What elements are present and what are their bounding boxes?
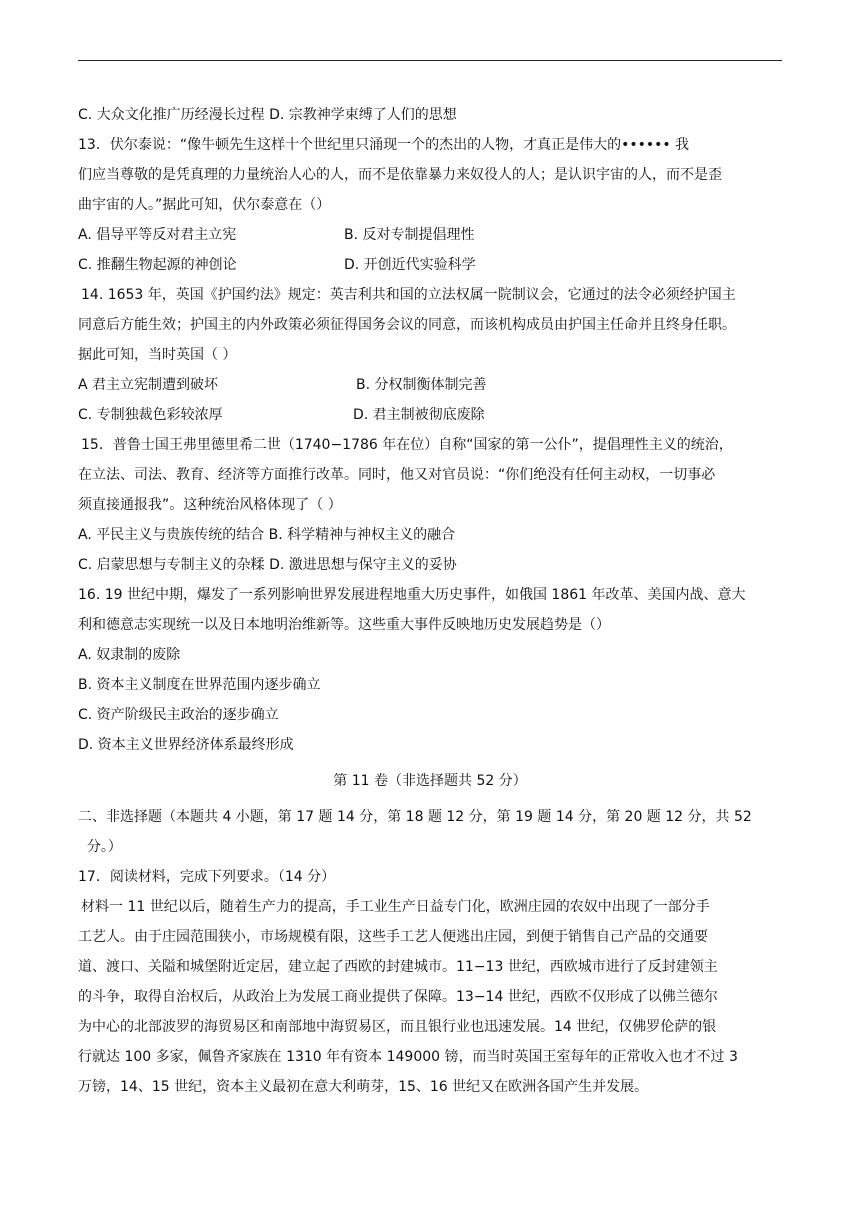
question-15-options-line: C. 启蒙思想与专制主义的杂糅 D. 激进思想与保守主义的妥协 <box>78 557 457 573</box>
option-b: B. 反对专制提倡理性 <box>344 227 475 243</box>
question-14-stem-line: 据此可知，当时英国（ ） <box>78 347 237 363</box>
question-13-stem-line: 13．伏尔泰说：“像牛顿先生这样十个世纪里只涌现一个的杰出的人物，才真正是伟大的•••••• 我 <box>78 137 690 153</box>
material-line: 的斗争，取得自治权后，从政治上为发展工商业提供了保障。13−14 世纪，西欧不仅形成了以佛兰德尔 <box>78 989 718 1005</box>
header-rule <box>78 60 782 61</box>
question-13-options-row <box>78 250 782 280</box>
question-14-options-row <box>78 400 782 430</box>
option-a: A 君主立宪制遭到破坏 <box>78 377 219 393</box>
material-line: 行就达 100 多家，佩鲁齐家族在 1310 年有资本 149000 镑，而当时英国王室每年的正常收入也才不过 3 <box>78 1049 738 1065</box>
section-title: 第 11 卷（非选择题共 52 分） <box>333 773 527 789</box>
question-14-stem-line: 同意后方能生效；护国主的内外政策必须征得国务会议的同意，而该机构成员由护国主任命并且终身任职。 <box>78 317 736 333</box>
question-15 <box>78 430 782 580</box>
section-intro-line: 分。） <box>78 839 122 855</box>
question-13-options-row <box>78 220 782 250</box>
question-13 <box>78 130 782 280</box>
question-15-options-line: A. 平民主义与贵族传统的结合 B. 科学精神与神权主义的融合 <box>78 527 456 543</box>
material-line: 工艺人。由于庄园范围狭小，市场规模有限，这些手工艺人便逃出庄园，到便于销售自己产品的交通要 <box>78 929 708 945</box>
material-line: 为中心的北部波罗的海贸易区和南部地中海贸易区，而且银行业也迅速发展。14 世纪，仅佛罗伦萨的银 <box>78 1019 717 1035</box>
section-intro-line: 二、非选择题（本题共 4 小题，第 17 题 14 分，第 18 题 12 分，第 19 题 14 分，第 20 题 12 分，共 52 <box>78 809 752 825</box>
question-14-options-row <box>78 370 782 400</box>
option-b: B. 资本主义制度在世界范围内逐步确立 <box>78 677 321 693</box>
material-line: 道、渡口、关隘和城堡附近定居，建立起了西欧的封建城市。11−13 世纪，西欧城市进行了反封建领主 <box>78 959 718 975</box>
question-17-title: 17．阅读材料，完成下列要求。（14 分） <box>78 869 336 885</box>
option-d: D. 资本主义世界经济体系最终形成 <box>78 737 294 753</box>
option-b: B. 分权制衡体制完善 <box>356 377 487 393</box>
question-13-stem-line: 曲宇宙的人。”据此可知，伏尔泰意在（） <box>78 197 331 213</box>
option-a: A. 倡导平等反对君主立宪 <box>78 227 237 243</box>
option-c: C. 专制独裁色彩较浓厚 <box>78 407 223 423</box>
q12-options-line: C. 大众文化推广历经漫长过程 D. 宗教神学束缚了人们的思想 <box>78 107 457 123</box>
option-d: D. 开创近代实验科学 <box>344 257 476 273</box>
question-16 <box>78 580 782 760</box>
material-line: 万镑，14、15 世纪，资本主义最初在意大利萌芽，15、16 世纪又在欧洲各国产生并发展。 <box>78 1079 649 1095</box>
exam-page <box>78 100 782 1102</box>
question-15-stem-line: 15．普鲁士国王弗里德里希二世（1740−1786 年在位）自称“国家的第一公仆”，提倡理性主义的统治， <box>81 437 733 453</box>
section-intro <box>78 802 782 862</box>
question-15-stem-line: 须直接通报我”。这种统治风格体现了（ ） <box>78 497 342 513</box>
question-14 <box>78 280 782 430</box>
material-line: 材料一 11 世纪以后，随着生产力的提高，手工业生产日益专门化，欧洲庄园的农奴中出现了一部分手 <box>81 899 710 915</box>
option-a: A. 奴隶制的废除 <box>78 647 181 663</box>
question-15-stem-line: 在立法、司法、教育、经济等方面推行改革。同时，他又对官员说：“你们绝没有任何主动权，一切事必 <box>78 467 716 483</box>
option-d: D. 君主制被彻底废除 <box>353 407 485 423</box>
question-16-stem-line: 利和德意志实现统一以及日本地明治维新等。这些重大事件反映地历史发展趋势是（） <box>78 617 610 633</box>
question-16-stem-line: 16. 19 世纪中期，爆发了一系列影响世界发展进程地重大历史事件，如俄国 1861 年改革、美国内战、意大 <box>78 587 746 603</box>
material-1 <box>78 892 782 1102</box>
question-13-stem-line: 们应当尊敬的是凭真理的力量统治人心的人，而不是依靠暴力来奴役人的人；是认识宇宙的人，而不是歪 <box>78 167 722 183</box>
option-c: C. 推翻生物起源的神创论 <box>78 257 237 273</box>
question-14-stem-line: 14. 1653 年，英国《护国约法》规定：英吉利共和国的立法权属一院制议会，它通过的法令必须经护国主 <box>81 287 736 303</box>
option-c: C. 资产阶级民主政治的逐步确立 <box>78 707 279 723</box>
